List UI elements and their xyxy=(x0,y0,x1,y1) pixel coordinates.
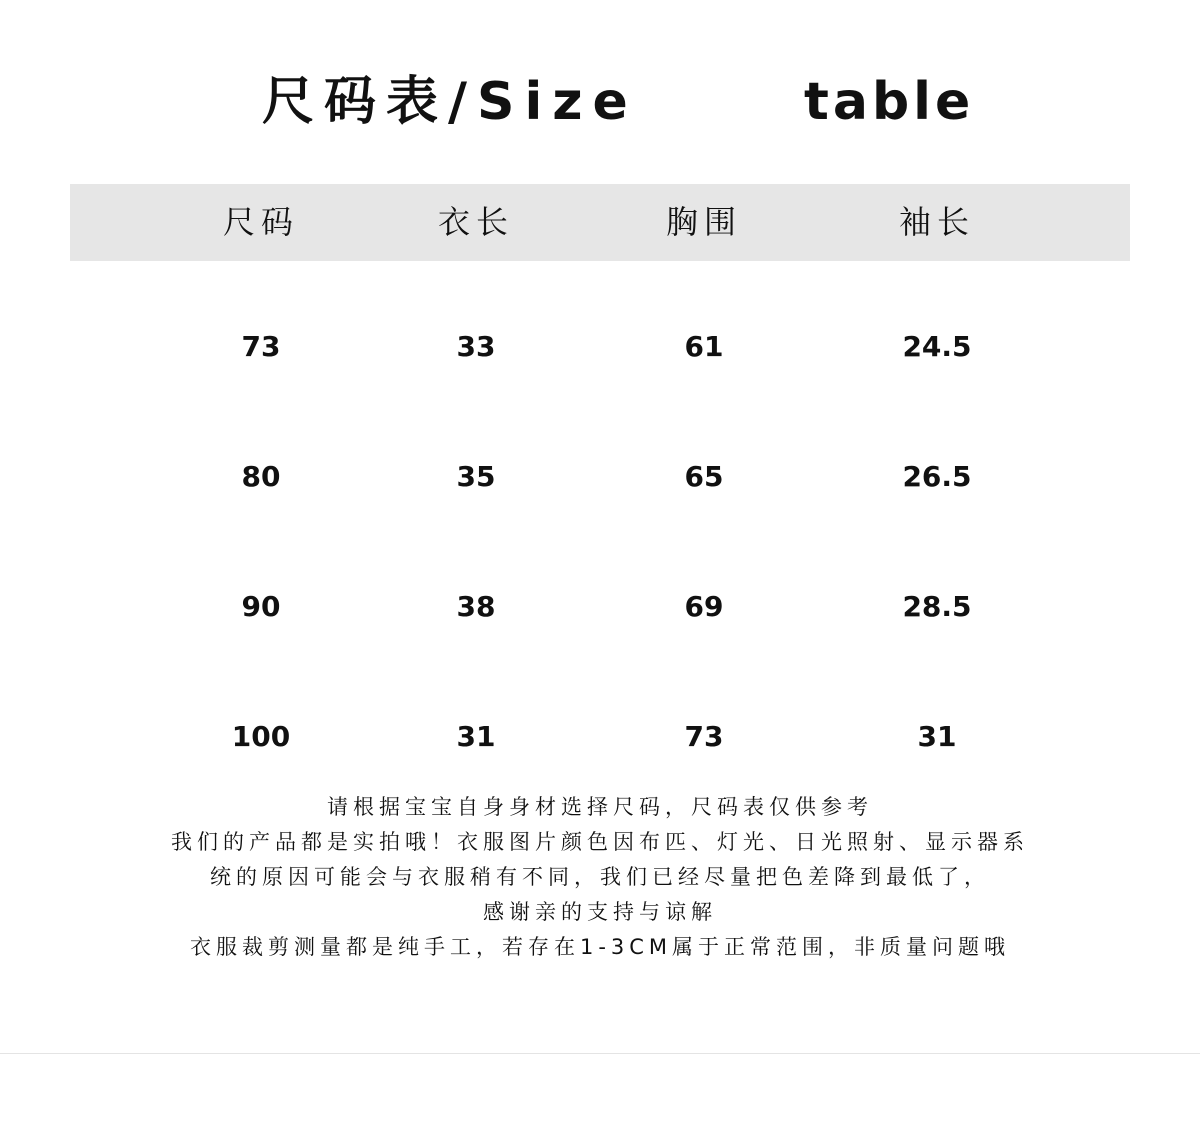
cell-chest: 65 xyxy=(684,460,724,493)
note-line: 感谢亲的支持与谅解 xyxy=(483,900,717,924)
note-line: 我们的产品都是实拍哦！衣服图片颜色因布匹、灯光、日光照射、显示器系 xyxy=(171,830,1029,854)
cell-chest: 69 xyxy=(684,590,724,623)
cell-length: 35 xyxy=(456,460,496,493)
size-notes xyxy=(60,790,1140,965)
cell-sleeve: 24.5 xyxy=(902,330,972,363)
header-size: 尺码 xyxy=(222,203,299,241)
cell-chest: 73 xyxy=(684,720,724,753)
cell-size: 73 xyxy=(241,330,281,363)
cell-sleeve: 28.5 xyxy=(902,590,972,623)
cell-size: 100 xyxy=(231,720,291,753)
header-length: 衣长 xyxy=(437,203,514,241)
cell-sleeve: 26.5 xyxy=(902,460,972,493)
table-row xyxy=(70,559,1130,689)
note-line: 衣服裁剪测量都是纯手工，若存在1-3CM属于正常范围，非质量问题哦 xyxy=(189,935,1011,959)
page-title xyxy=(0,62,1200,142)
cell-length: 38 xyxy=(456,590,496,623)
title-chinese: 尺码表/Size xyxy=(262,72,638,132)
table-header-row xyxy=(70,184,1130,261)
bottom-divider xyxy=(0,1053,1200,1054)
cell-size: 90 xyxy=(241,590,281,623)
table-row xyxy=(70,299,1130,429)
cell-length: 31 xyxy=(456,720,496,753)
cell-chest: 61 xyxy=(684,330,724,363)
note-line: 请根据宝宝自身身材选择尺码，尺码表仅供参考 xyxy=(327,795,873,819)
cell-sleeve: 31 xyxy=(917,720,957,753)
cell-size: 80 xyxy=(241,460,281,493)
header-sleeve: 袖长 xyxy=(898,203,975,241)
cell-length: 33 xyxy=(456,330,496,363)
title-english: table xyxy=(804,72,975,132)
size-table xyxy=(70,184,1130,819)
table-row xyxy=(70,429,1130,559)
note-line: 统的原因可能会与衣服稍有不同，我们已经尽量把色差降到最低了， xyxy=(210,865,990,889)
header-chest: 胸围 xyxy=(665,203,742,241)
